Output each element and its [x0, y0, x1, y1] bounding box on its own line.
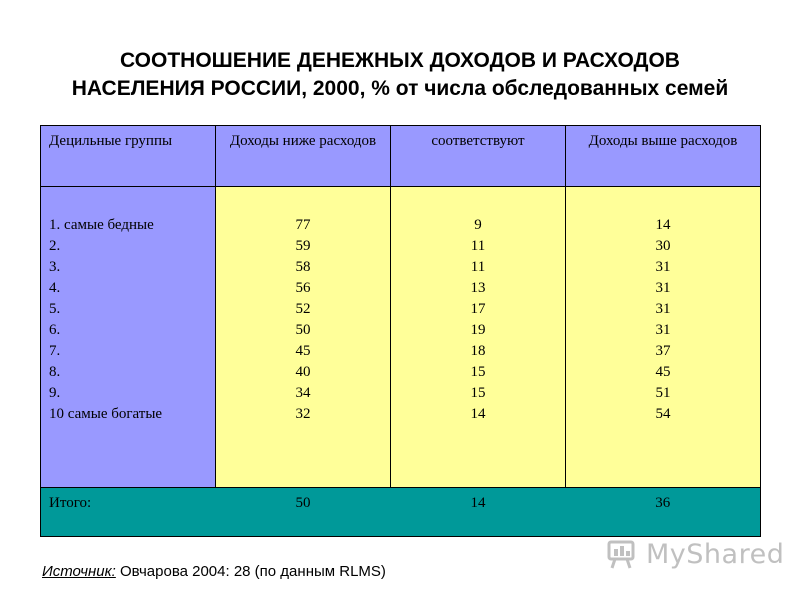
- table-total-row: [41, 488, 761, 537]
- table-cell-value: 32: [295, 406, 311, 422]
- source-text: Овчарова 2004: 28 (по данным RLMS): [115, 563, 386, 580]
- header-income-above: Доходы выше расходов: [588, 133, 738, 149]
- total-label: Итого:: [49, 495, 92, 511]
- income-above-column: [566, 187, 760, 425]
- income-below-column: [216, 187, 390, 425]
- table-cell-value: 13: [470, 280, 486, 296]
- total-match: 14: [470, 495, 486, 511]
- table-cell-value: 11: [470, 238, 486, 254]
- table-cell-value: 4.: [49, 280, 61, 296]
- header-decile-groups: Децильные группы: [49, 133, 173, 149]
- header-income-below: Доходы ниже расходов: [229, 133, 377, 149]
- table-cell-value: 31: [655, 259, 671, 275]
- total-cell: [566, 488, 761, 537]
- income-above-cell: [566, 187, 761, 488]
- table-cell-value: 15: [470, 385, 486, 401]
- table-cell-value: 59: [295, 238, 311, 254]
- header-match: соответствуют: [431, 133, 525, 149]
- table-body-row: [41, 187, 761, 488]
- watermark-text: MyShared: [646, 538, 785, 570]
- table-cell-value: 2.: [49, 238, 61, 254]
- slide-title: [0, 47, 800, 103]
- table-cell-value: 14: [655, 217, 671, 233]
- table-cell-value: 18: [470, 343, 486, 359]
- table-cell-value: 37: [655, 343, 671, 359]
- myshared-logo-icon: [606, 537, 640, 571]
- match-column: [391, 187, 565, 425]
- table-cell-value: 17: [470, 301, 486, 317]
- table-cell-value: 77: [295, 217, 311, 233]
- table-cell-value: 19: [470, 322, 486, 338]
- table-cell-value: 40: [295, 364, 311, 380]
- myshared-watermark: [606, 534, 784, 574]
- table-cell-value: 5.: [49, 301, 61, 317]
- table-cell-value: 7.: [49, 343, 61, 359]
- header-cell: [566, 126, 761, 187]
- total-cell: [216, 488, 391, 537]
- total-income-below: 50: [295, 495, 311, 511]
- total-income-above: 36: [655, 495, 671, 511]
- table-cell-value: 34: [295, 385, 311, 401]
- groups-column: [41, 187, 215, 425]
- income-expense-table: [40, 125, 761, 537]
- table-cell-value: 50: [295, 322, 311, 338]
- table-cell-value: 1. самые бедные: [49, 217, 154, 233]
- table-cell-value: 54: [655, 406, 671, 422]
- table-cell-value: 56: [295, 280, 311, 296]
- table-cell-value: 52: [295, 301, 311, 317]
- table-cell-value: 31: [655, 301, 671, 317]
- table-cell-value: 14: [470, 406, 486, 422]
- table-cell-value: 9.: [49, 385, 61, 401]
- table-cell-value: 45: [655, 364, 671, 380]
- header-cell: [391, 126, 566, 187]
- table-cell-value: 6.: [49, 322, 61, 338]
- table-cell-value: 11: [470, 259, 486, 275]
- table-cell-value: 8.: [49, 364, 61, 380]
- table-cell-value: 31: [655, 322, 671, 338]
- header-cell: [216, 126, 391, 187]
- table-cell-value: 30: [655, 238, 671, 254]
- title-line-1: СООТНОШЕНИЕ ДЕНЕЖНЫХ ДОХОДОВ И РАСХОДОВ: [120, 49, 680, 72]
- match-cell: [391, 187, 566, 488]
- source-note: [42, 563, 386, 580]
- groups-cell: [41, 187, 216, 488]
- header-cell: [41, 126, 216, 187]
- source-label: Источник:: [42, 563, 116, 580]
- table-cell-value: 58: [295, 259, 311, 275]
- total-label-cell: [41, 488, 216, 537]
- income-below-cell: [216, 187, 391, 488]
- table-cell-value: 3.: [49, 259, 61, 275]
- table-header-row: [41, 126, 761, 187]
- table-cell-value: 9: [474, 217, 482, 233]
- title-line-2: НАСЕЛЕНИЯ РОССИИ, 2000, % от числа обследованных семей: [71, 77, 729, 100]
- total-cell: [391, 488, 566, 537]
- table-cell-value: 15: [470, 364, 486, 380]
- table-cell-value: 31: [655, 280, 671, 296]
- table-cell-value: 10 самые богатые: [49, 406, 163, 422]
- table-cell-value: 45: [295, 343, 311, 359]
- table-cell-value: 51: [655, 385, 671, 401]
